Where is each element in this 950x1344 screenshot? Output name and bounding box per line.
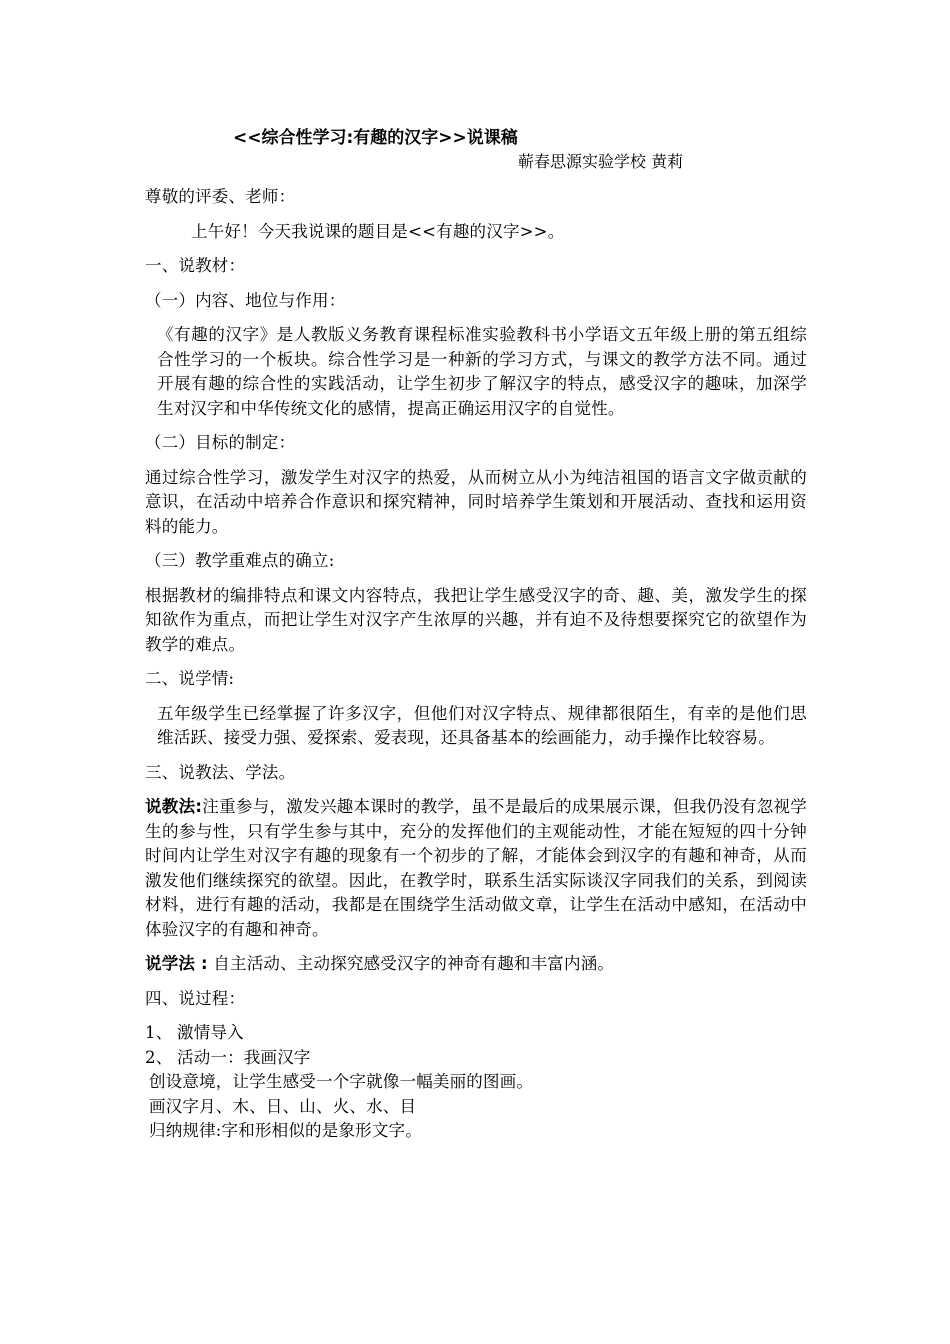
step-1-text: 激情导入 [177, 1023, 244, 1042]
step-2-line-1: 创设意境，让学生感受一个字就像一幅美丽的图画。 [149, 1072, 534, 1091]
step-1-number: 1、 [145, 1023, 173, 1042]
subsection-1-heading: （一）内容、地位与作用： [145, 290, 346, 310]
section-2-heading: 二、说学情: [145, 669, 235, 688]
salutation: 尊敬的评委、老师： [145, 187, 296, 206]
subsection-3-heading: （三）教学重难点的确立: [145, 551, 335, 570]
process-step-1 [145, 1021, 807, 1046]
learning-method-label: 说学法 : [145, 954, 208, 973]
teaching-method-label: 说教法: [145, 797, 203, 816]
section-3-heading: 三、说教法、学法。 [145, 762, 296, 782]
document-title: <<综合性学习:有趣的汉字>>说课稿 [233, 128, 518, 148]
section-4-heading: 四、说过程： [145, 988, 246, 1008]
process-list [145, 1021, 807, 1144]
step-2-line-2: 画汉字月、木、日、山、火、水、目 [149, 1096, 417, 1116]
teaching-method-text: 注重参与，激发兴趣本课时的教学，虽不是最后的成果展示课，但我仍没有忽视学生的参与性，只有学生参与其中，充分的发挥他们的主观能动性，才能在短短的四十分钟时间内让学生对汉字有趣的现象有一个初步的了解，才能体会到汉字的有趣和神奇，从而激发他们继续探究的欲望。因此，在教学时，联系生活实际谈汉字同我们的关系，到阅读材料，进行有趣的活动，我都是在围绕学生活动做文章，让学生在活动中感知，在活动中体验汉字的有趣和神奇。 [145, 797, 807, 939]
subsection-2-text: 通过综合性学习，激发学生对汉字的热爱，从而树立从小为纯洁祖国的语言文字做贡献的意识，在活动中培养合作意识和探究精神，同时培养学生策划和开展活动、查找和运用资料的能力。 [145, 467, 807, 536]
process-step-2 [145, 1046, 807, 1071]
subsection-2-heading: （二）目标的制定： [145, 433, 296, 452]
step-2-text: 活动一：我画汉字 [177, 1047, 311, 1067]
step-2-line-3: 归纳规律:字和形相似的是象形文字。 [149, 1121, 422, 1140]
section-2-text: 五年级学生已经掌握了许多汉字，但他们对汉字特点、规律都很陌生，有幸的是他们思维活跃、接受力强、爱探索、爱表现，还具备基本的绘画能力，动手操作比较容易。 [157, 703, 807, 747]
step-2-number: 2、 [145, 1047, 173, 1067]
author-line: 蕲春思源实验学校 黄莉 [518, 152, 684, 171]
subsection-1-text: 《有趣的汉字》是人教版义务教育课程标准实验教科书小学语文五年级上册的第五组综合性学习的一个板块。综合性学习是一种新的学习方式，与课文的教学方法不同。通过开展有趣的综合性的实践活动，让学生初步了解汉字的特点，感受汉字的趣味，加深学生对汉字和中华传统文化的感情，提高正确运用汉字的自觉性。 [157, 325, 807, 418]
teaching-method-paragraph [145, 795, 807, 942]
section-1-heading: 一、说教材： [145, 256, 246, 275]
subsection-3-text: 根据教材的编排特点和课文内容特点，我把让学生感受汉字的奇、趣、美，激发学生的探知欲作为重点，而把让学生对汉字产生浓厚的兴趣，并有迫不及待想要探究它的欲望作为教学的难点。 [145, 585, 807, 654]
learning-method-text: 自主活动、主动探究感受汉字的神奇有趣和丰富内涵。 [213, 954, 615, 973]
document-body [145, 185, 807, 1154]
learning-method-paragraph [145, 952, 807, 977]
greeting: 上午好！今天我说课的题目是<<有趣的汉字>>。 [191, 221, 565, 241]
